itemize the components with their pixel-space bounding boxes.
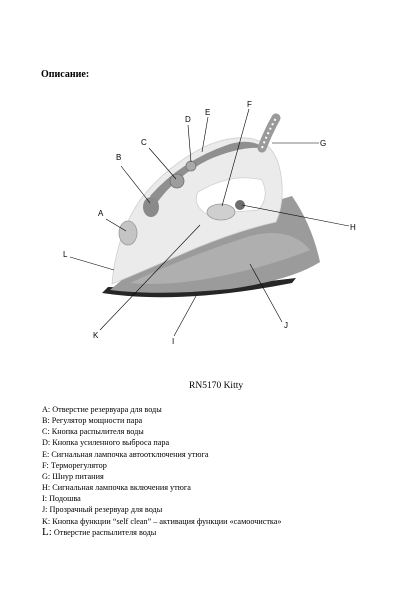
legend-item-k: K: Кнопка функции “self clean” – активация функции «самоочистка»	[42, 516, 282, 526]
callout-l: L	[63, 250, 68, 259]
legend-item-g: G: Шнур питания	[42, 471, 104, 481]
temperature-dial	[207, 204, 235, 220]
legend-item-j: J: Прозрачный резервуар для воды	[42, 505, 163, 515]
callout-b: B	[116, 153, 122, 162]
water-fill-opening	[119, 221, 137, 245]
callout-e: E	[205, 108, 211, 117]
iron-illustration	[0, 95, 420, 355]
model-name: RN5170 Kitty	[189, 381, 244, 391]
callout-h: H	[350, 223, 356, 232]
iron-diagram	[0, 95, 420, 355]
legend-item-d: D: Кнопка усиленного выброса пара	[42, 438, 170, 448]
spray-button	[170, 174, 184, 188]
legend-item-l: L: Отверстие распылителя воды	[42, 525, 157, 538]
legend-item-e: E: Сигнальная лампочка автоотключения утюга	[42, 449, 209, 459]
shot-button	[186, 161, 196, 171]
legend-item-c: C: Кнопка распылителя воды	[42, 427, 144, 437]
legend-item-h: H: Сигнальная лампочка включения утюга	[42, 483, 191, 493]
steam-knob	[143, 197, 159, 217]
callout-k: K	[93, 331, 99, 340]
legend-item-b: B: Регулятор мощности пара	[42, 416, 143, 426]
legend-item-a: A: Отверстие резервуара для воды	[42, 405, 162, 414]
callout-i: I	[172, 337, 175, 346]
callout-c: C	[141, 138, 147, 147]
section-heading: Описание:	[41, 69, 90, 80]
callout-j: J	[284, 321, 288, 330]
callout-a: A	[98, 209, 104, 218]
legend-item-i: I: Подошва	[42, 494, 81, 504]
callout-g: G	[320, 139, 327, 148]
legend-item-f: F: Терморегулятор	[42, 460, 107, 470]
callout-d: D	[185, 115, 191, 124]
callout-f: F	[247, 100, 252, 109]
parts-legend	[42, 404, 412, 538]
